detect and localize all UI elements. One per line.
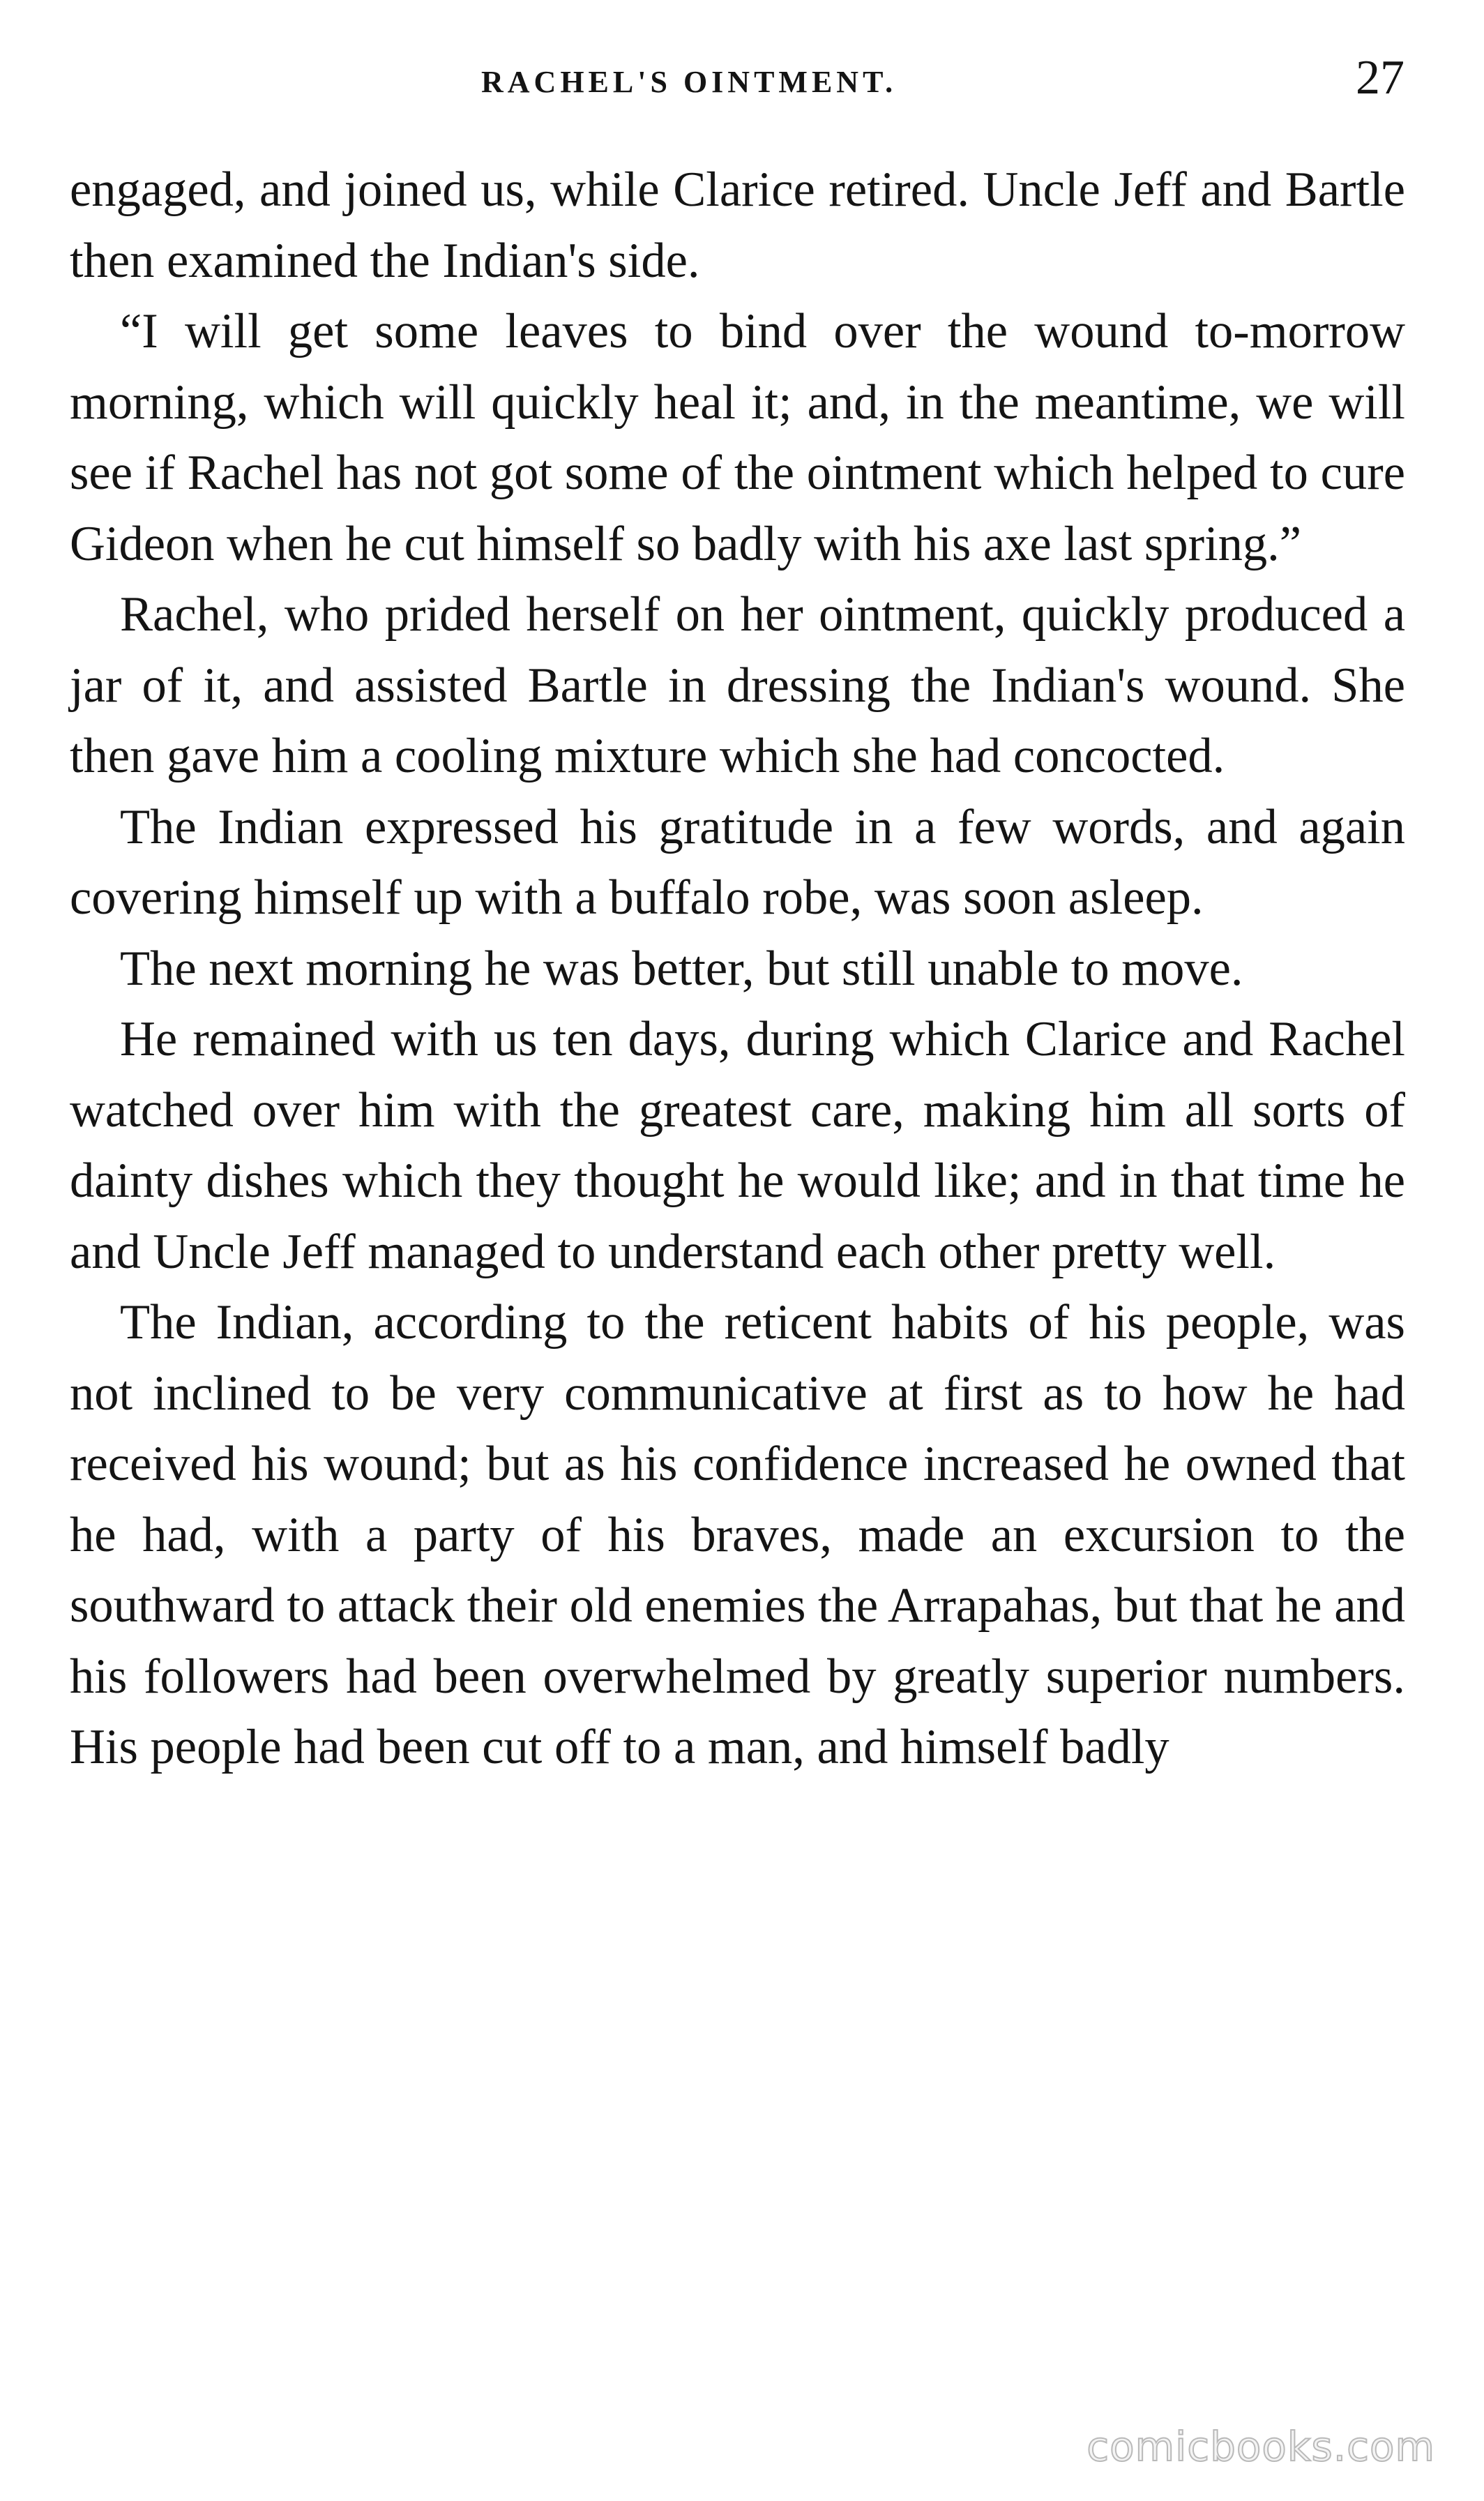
paragraph-4: The Indian expressed his gratitude in a few words, and again covering himself up with a buffalo robe, was soon asleep. [70, 799, 1405, 925]
body-text [70, 155, 1405, 1783]
running-head [0, 49, 1484, 126]
paragraph-1: engaged, and joined us, while Clarice retired. Uncle Jeff and Bartle then examined the Indian's side. [70, 163, 1405, 288]
paragraph-7: The Indian, according to the reticent habits of his people, was not inclined to be very communicative at first as to how he had received his wound; but as his confidence increased he owned that he had, with a party of his braves, made an excursion to the southward to attack their old enemies the Arrapahas, but that he and his followers had been overwhelmed by greatly superior numbers. His people had been cut off to a man, and himself badly [70, 1295, 1405, 1774]
paragraph-2: “I will get some leaves to bind over the wound to-morrow morning, which will quickly heal it; and, in the meantime, we will see if Rachel has not got some of the ointment which helped to cure Gideon when he cut himself so badly with his axe last spring.” [70, 304, 1405, 571]
running-title: RACHEL'S OINTMENT. [481, 65, 898, 99]
paragraph-3: Rachel, who prided herself on her ointment, quickly produced a jar of it, and assisted Bartle in dressing the Indian's wound. She then gave him a cooling mixture which she had concocted. [70, 587, 1405, 783]
watermark: comicbooks.com [1086, 2423, 1435, 2470]
paragraph-5: The next morning he was better, but still unable to move. [120, 941, 1243, 996]
paragraph-6: He remained with us ten days, during which Clarice and Rachel watched over him with the greatest care, making him all sorts of dainty dishes which they thought he would like; and in that time he and Uncle Jeff managed to understand each other pretty well. [70, 1012, 1405, 1279]
page-number: 27 [1356, 51, 1404, 105]
